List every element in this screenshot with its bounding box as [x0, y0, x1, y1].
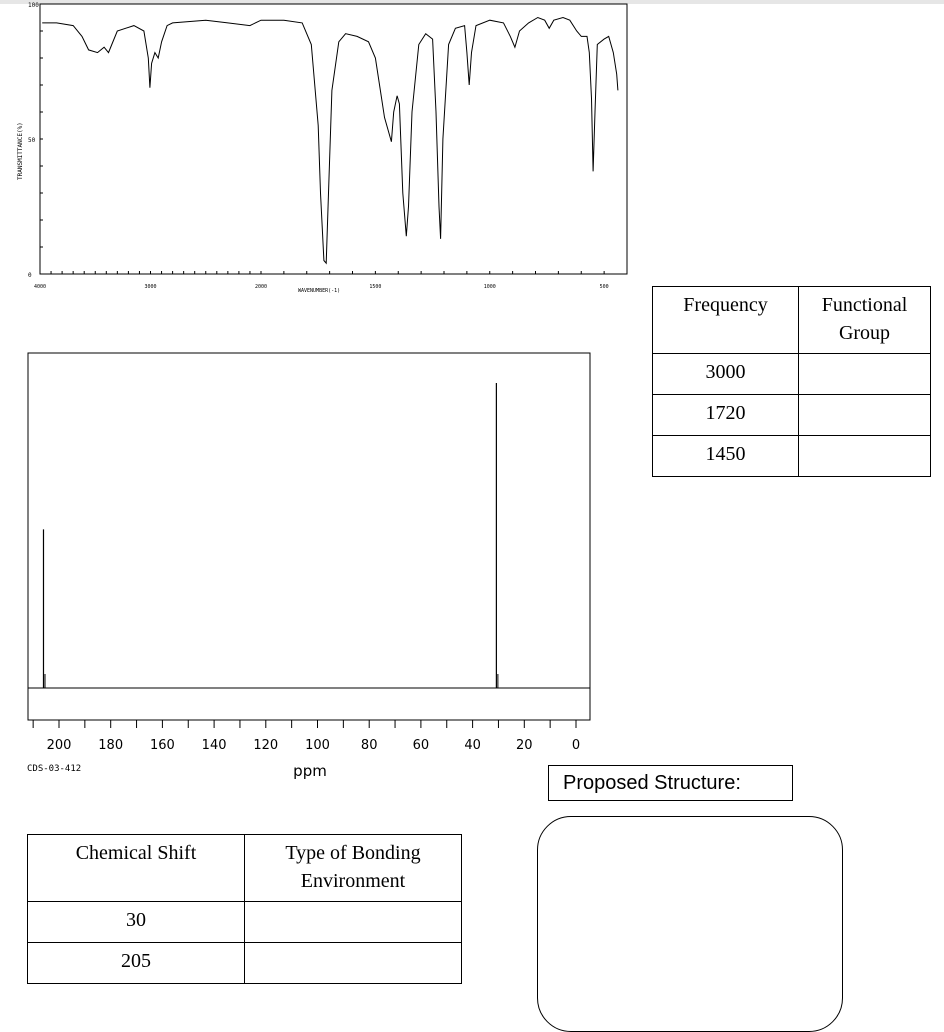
ir-x-axis-label: WAVENUMBER(-1) — [298, 288, 341, 294]
chemical-shift-cell: 205 — [28, 943, 245, 984]
ir-y-axis-label: TRANSMITTANCE(%) — [17, 122, 24, 180]
cnmr-table — [27, 834, 462, 984]
ir-x-tick-label: 4000 — [33, 284, 47, 290]
ir-x-tick-label: 500 — [599, 284, 609, 290]
functional-group-cell[interactable] — [799, 354, 931, 395]
functional-group-header: Functional Group — [799, 287, 931, 354]
nmr-x-tick-label: 40 — [464, 738, 481, 753]
table-row — [653, 354, 931, 395]
functional-group-cell[interactable] — [799, 395, 931, 436]
nmr-x-tick-label: 60 — [412, 738, 430, 753]
functional-group-cell[interactable] — [799, 436, 931, 477]
nmr-x-tick-label: 0 — [571, 738, 581, 753]
proposed-structure-label: Proposed Structure: — [548, 765, 793, 801]
cnmr-table-header — [28, 835, 462, 902]
nmr-x-tick-label: 120 — [253, 738, 279, 753]
nmr-x-tick-label: 180 — [98, 738, 124, 753]
table-row — [653, 436, 931, 477]
nmr-x-tick-label: 20 — [516, 738, 533, 753]
chemical-shift-header: Chemical Shift — [28, 835, 245, 902]
ir-x-tick-label: 3000 — [144, 284, 157, 290]
bonding-environment-header: Type of Bonding Environment — [245, 835, 462, 902]
frequency-cell: 1720 — [653, 395, 799, 436]
nmr-x-tick-label: 100 — [305, 738, 330, 753]
bonding-environment-cell[interactable] — [245, 902, 462, 943]
ir-x-tick-label: 2000 — [254, 284, 268, 290]
table-row — [28, 902, 462, 943]
spectrum-id: CDS-03-412 — [27, 764, 82, 774]
nmr-x-tick-label: 160 — [149, 738, 175, 753]
chemical-shift-cell: 30 — [28, 902, 245, 943]
nmr-x-tick-label: 80 — [360, 738, 378, 753]
table-row — [653, 395, 931, 436]
ir-x-tick-label: 1000 — [483, 284, 496, 290]
ir-table — [652, 286, 931, 477]
ir-y-tick-label: 100 — [28, 2, 39, 9]
ir-x-tick-label: 1500 — [369, 284, 382, 290]
ir-y-tick-label: 50 — [28, 137, 36, 144]
frequency-cell: 3000 — [653, 354, 799, 395]
bonding-environment-cell[interactable] — [245, 943, 462, 984]
nmr-x-axis-label: ppm — [293, 762, 327, 780]
frequency-header: Frequency — [653, 287, 799, 354]
ir-table-header — [653, 287, 931, 354]
nmr-spectrum — [0, 0, 600, 790]
proposed-structure-box[interactable] — [537, 816, 843, 1032]
nmr-x-tick-label: 200 — [46, 738, 72, 753]
frequency-cell: 1450 — [653, 436, 799, 477]
nmr-x-tick-label: 140 — [201, 738, 227, 753]
table-row — [28, 943, 462, 984]
ir-y-tick-label: 0 — [28, 272, 32, 279]
nmr-plot-frame — [28, 353, 590, 720]
